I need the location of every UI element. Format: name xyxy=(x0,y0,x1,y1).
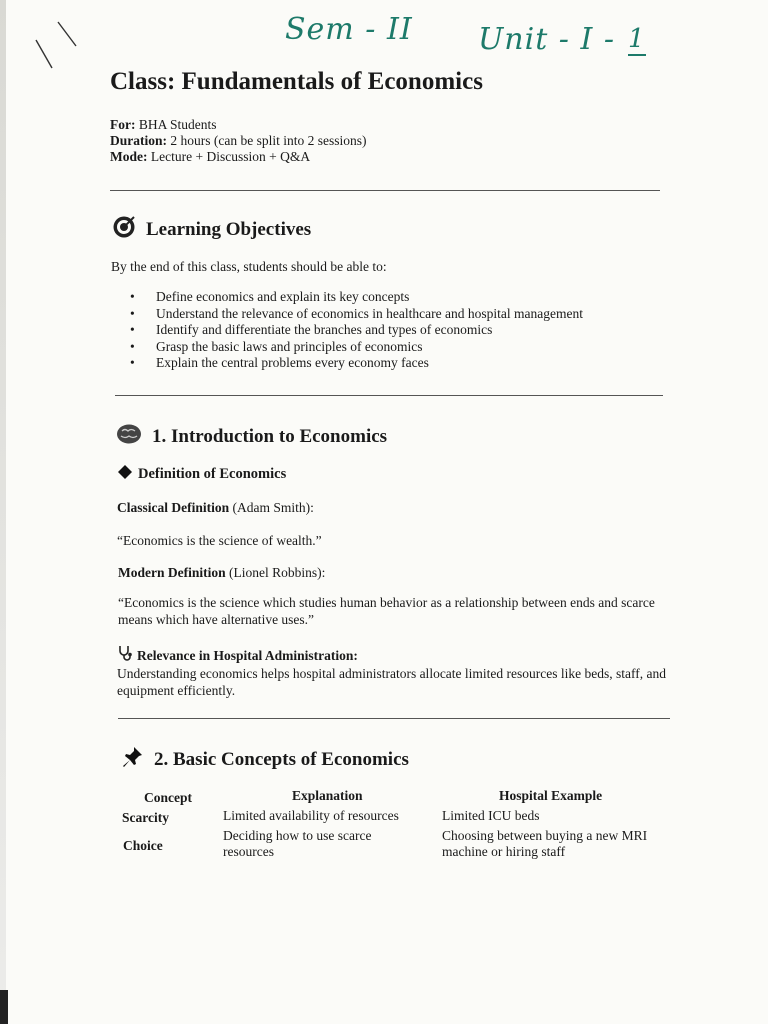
meta-duration: Duration: 2 hours (can be split into 2 sessions) xyxy=(110,133,367,148)
divider xyxy=(118,718,670,719)
section-heading-objectives: Learning Objectives xyxy=(112,215,311,245)
meta-for: For: BHA Students xyxy=(110,117,217,132)
table-row xyxy=(116,828,676,864)
column-header: Concept xyxy=(144,790,192,805)
relevance-block xyxy=(117,645,677,699)
section-heading-basic-concepts: 2. Basic Concepts of Economics xyxy=(120,745,409,775)
target-icon xyxy=(112,215,136,245)
column-header: Hospital Example xyxy=(499,788,603,803)
class-meta xyxy=(110,117,366,165)
modern-definition-label: Modern Definition (Lionel Robbins): xyxy=(118,565,326,580)
table-header-row xyxy=(116,788,676,806)
classical-definition-label: Classical Definition (Adam Smith): xyxy=(117,500,314,515)
classical-quote: “Economics is the science of wealth.” xyxy=(117,533,322,548)
objectives-list xyxy=(130,289,583,372)
section-heading-intro: 1. Introduction to Economics xyxy=(116,423,387,451)
table-row xyxy=(116,808,676,828)
table-cell: Limited ICU beds xyxy=(442,808,540,823)
pushpin-icon xyxy=(120,745,144,775)
list-item: • Explain the central problems every economy faces xyxy=(130,355,583,372)
brain-icon xyxy=(116,423,142,451)
pen-tick-marks xyxy=(30,20,90,80)
relevance-text: Understanding economics helps hospital administrators allocate limited resources like beds, staff, and equipment efficiently. xyxy=(117,666,666,698)
table-cell: Choice xyxy=(123,838,163,853)
table-cell: Scarcity xyxy=(122,810,169,825)
page-title: Class: Fundamentals of Economics xyxy=(110,68,483,95)
divider xyxy=(110,190,660,191)
definition-subheading: Definition of Economics xyxy=(118,465,286,484)
page-edge-shadow xyxy=(0,0,6,1024)
stethoscope-icon xyxy=(117,645,133,665)
concepts-table xyxy=(116,788,676,878)
table-cell: Choosing between buying a new MRI machine or hiring staff xyxy=(442,828,648,859)
list-item: • Understand the relevance of economics in healthcare and hospital management xyxy=(130,306,583,323)
list-item: • Define economics and explain its key concepts xyxy=(130,289,583,306)
table-cell: Deciding how to use scarce resources xyxy=(223,828,372,859)
page-edge-mark xyxy=(0,990,8,1024)
divider xyxy=(115,395,663,396)
handwritten-semester: Sem - II xyxy=(285,12,413,47)
column-header: Explanation xyxy=(292,788,363,803)
table-cell: Limited availability of resources xyxy=(223,808,399,823)
list-item: • Grasp the basic laws and principles of economics xyxy=(130,339,583,356)
meta-mode: Mode: Lecture + Discussion + Q&A xyxy=(110,149,311,164)
handwritten-page-number: 1 xyxy=(628,24,646,54)
relevance-label: Relevance in Hospital Administration: xyxy=(137,647,358,663)
list-item: • Identify and differentiate the branches and types of economics xyxy=(130,322,583,339)
objectives-intro: By the end of this class, students should be able to: xyxy=(111,259,387,274)
diamond-bullet-icon xyxy=(118,465,132,484)
modern-quote: “Economics is the science which studies human behavior as a relationship between ends and scarce means which have alternative uses.” xyxy=(118,595,655,627)
handwritten-unit: Unit - I - xyxy=(478,22,615,57)
